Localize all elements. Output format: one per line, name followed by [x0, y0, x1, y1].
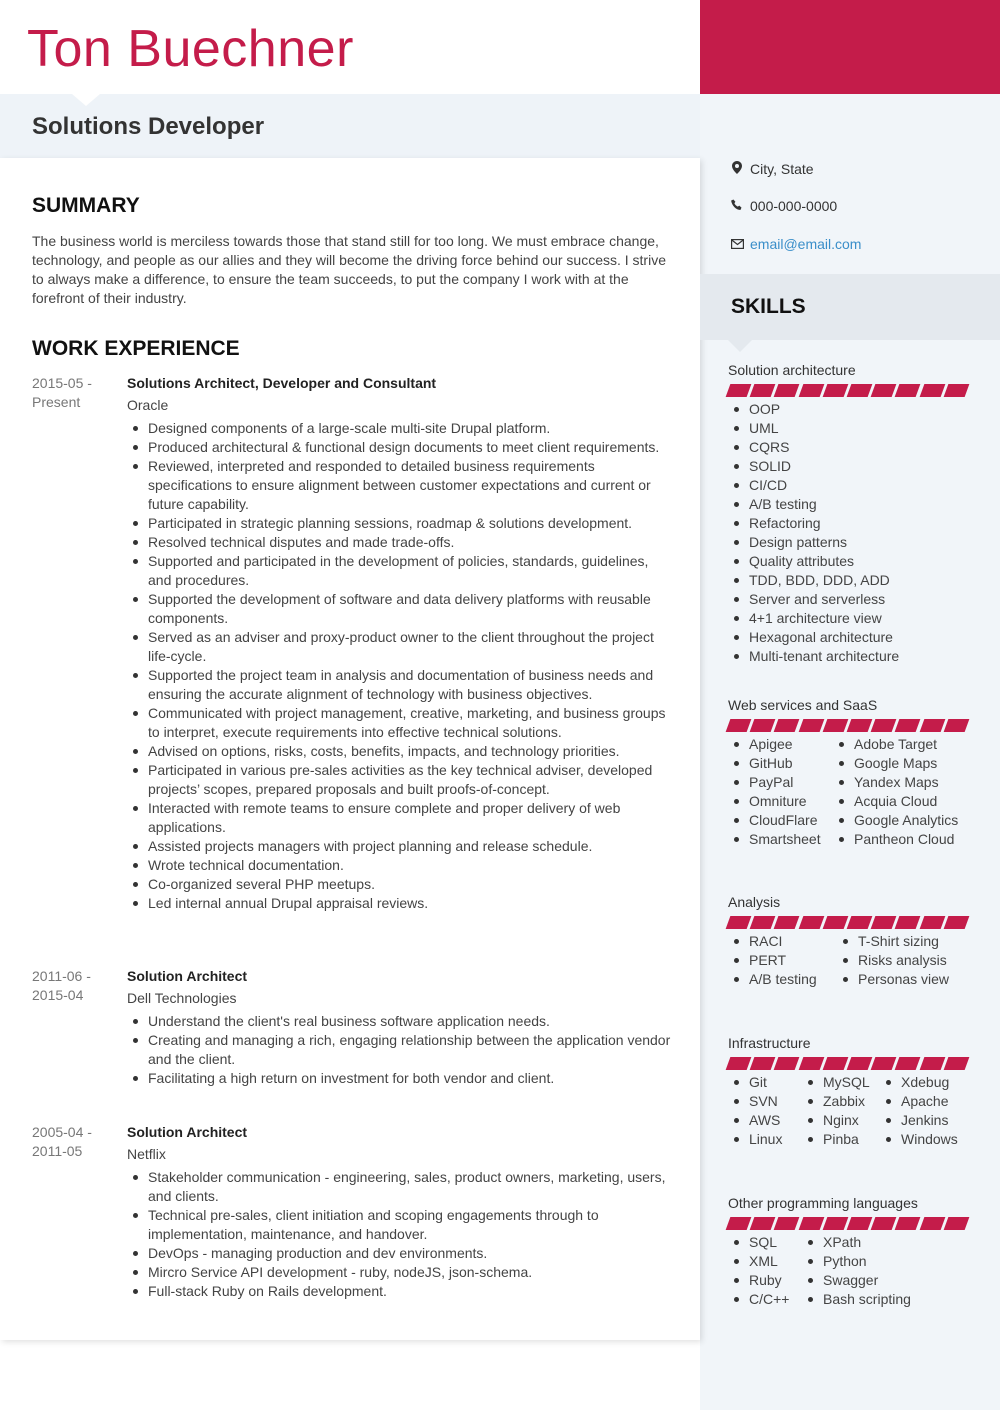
skill-item: Yandex Maps: [833, 773, 958, 792]
job-bullet: Understand the client's real business software application needs.: [127, 1012, 672, 1031]
skill-item: T-Shirt sizing: [837, 932, 949, 951]
skill-level-segment: [750, 1217, 776, 1230]
job-bullet: Co-organized several PHP meetups.: [127, 875, 672, 894]
skill-item: PayPal: [728, 773, 833, 792]
skills-heading: SKILLS: [731, 295, 806, 318]
skill-list: [728, 400, 978, 666]
skill-column: [728, 735, 833, 849]
job-role: Solutions Architect, Developer and Consultant: [127, 375, 437, 391]
phone-text: 000-000-0000: [750, 198, 838, 214]
job-bullet: Served as an adviser and proxy-product owner to the client throughout the project life-cycle.: [127, 628, 672, 666]
skill-item: Python: [802, 1252, 911, 1271]
skill-level-segment: [798, 719, 824, 732]
skill-item: Git: [728, 1073, 802, 1092]
skill-column: [728, 1073, 802, 1149]
job-bullet: Full-stack Ruby on Rails development.: [127, 1282, 672, 1301]
skill-item: Omniture: [728, 792, 833, 811]
skill-level-segment: [798, 916, 824, 929]
contact-location: [730, 160, 814, 179]
job-bullet: Technical pre-sales, client initiation and scoping engagements through to implementation, maintenance, and handover.: [127, 1206, 672, 1244]
skill-column: [728, 932, 837, 989]
job-bullet-list: [127, 1168, 672, 1301]
skill-level-segment: [943, 916, 969, 929]
skill-level-bar: [728, 1057, 970, 1070]
skill-level-segment: [847, 384, 873, 397]
skill-item: XPath: [802, 1233, 911, 1252]
skill-level-segment: [871, 916, 897, 929]
skill-item: Ruby: [728, 1271, 802, 1290]
job-bullet: Reviewed, interpreted and responded to detailed business requirements specifications to ensure alignment between customer expectations and current or future capability.: [127, 457, 672, 514]
skill-group: [728, 893, 978, 989]
skill-level-bar: [728, 384, 970, 397]
skill-level-segment: [726, 916, 752, 929]
job-date-end: 2011-05: [32, 1143, 83, 1159]
candidate-name: Ton Buechner: [27, 20, 354, 78]
skill-item: PERT: [728, 951, 837, 970]
skill-item: RACI: [728, 932, 837, 951]
job-bullet: Interacted with remote teams to ensure complete and proper delivery of web applications.: [127, 799, 672, 837]
job-company: Dell Technologies: [127, 990, 237, 1006]
skill-item: XML: [728, 1252, 802, 1271]
skill-item: MySQL: [802, 1073, 880, 1092]
job-bullet-list: [127, 419, 672, 913]
job-bullet: Led internal annual Drupal appraisal reviews.: [127, 894, 672, 913]
skill-column: [880, 1073, 958, 1149]
skill-group-name: Analysis: [728, 894, 781, 910]
skill-item: 4+1 architecture view: [728, 609, 899, 628]
skill-group: [728, 1034, 978, 1149]
map-pin-icon: [730, 160, 744, 179]
skill-level-segment: [919, 1217, 945, 1230]
skill-item: CI/CD: [728, 476, 899, 495]
skill-item: Smartsheet: [728, 830, 833, 849]
skill-level-bar: [728, 719, 970, 732]
skill-level-segment: [895, 384, 921, 397]
skill-item: GitHub: [728, 754, 833, 773]
skill-column: [802, 1073, 880, 1149]
skill-group: [728, 696, 978, 849]
contact-email[interactable]: [730, 235, 861, 254]
contact-phone: [730, 197, 837, 216]
skill-level-segment: [822, 1217, 848, 1230]
skill-item: Adobe Target: [833, 735, 958, 754]
skill-level-segment: [919, 1057, 945, 1070]
job-bullet: Advised on options, risks, costs, benefits, impacts, and technology priorities.: [127, 742, 672, 761]
skill-group: [728, 361, 978, 666]
skill-level-segment: [847, 1217, 873, 1230]
skill-group-name: Solution architecture: [728, 362, 856, 378]
job-date-start: 2011-06 -: [32, 968, 91, 984]
skill-level-segment: [871, 1217, 897, 1230]
skill-item: A/B testing: [728, 970, 837, 989]
skill-group-name: Other programming languages: [728, 1195, 918, 1211]
skill-item: Acquia Cloud: [833, 792, 958, 811]
skill-level-segment: [895, 1057, 921, 1070]
skill-level-segment: [798, 384, 824, 397]
skill-level-segment: [822, 719, 848, 732]
job-bullet: Stakeholder communication - engineering, sales, product owners, marketing, users, and clients.: [127, 1168, 672, 1206]
skill-item: Pantheon Cloud: [833, 830, 958, 849]
job-company: Netflix: [127, 1146, 166, 1162]
skill-level-segment: [774, 1057, 800, 1070]
job-date-end: Present: [32, 394, 81, 410]
skill-item: Personas view: [837, 970, 949, 989]
job-date-start: 2005-04 -: [32, 1124, 92, 1140]
skill-level-segment: [943, 384, 969, 397]
job-bullet: Participated in various pre-sales activities as the key technical adviser, developed projects’ scopes, prepared proposals and built proofs-of-concept.: [127, 761, 672, 799]
skill-level-segment: [750, 1057, 776, 1070]
skill-level-segment: [847, 916, 873, 929]
skill-item: CQRS: [728, 438, 899, 457]
job-role: Solution Architect: [127, 968, 248, 984]
job-bullet: Supported the development of software and data delivery platforms with reusable components.: [127, 590, 672, 628]
skill-level-segment: [871, 1057, 897, 1070]
skill-list: [728, 1073, 978, 1149]
skill-item: Bash scripting: [802, 1290, 911, 1309]
summary-text: The business world is merciless towards those that stand still for too long. We must embrace change, technology, and people as our allies and they will become the driving force behind our success. I strive to always make a difference, to ensure the team succeeds, to put the company I work with at the forefront of their industry.: [32, 233, 666, 306]
skill-level-segment: [943, 1057, 969, 1070]
skill-item: Windows: [880, 1130, 958, 1149]
skill-group: [728, 1194, 978, 1309]
header-accent-block: [700, 0, 1000, 94]
skill-item: CloudFlare: [728, 811, 833, 830]
skill-level-segment: [798, 1217, 824, 1230]
skill-level-segment: [847, 1057, 873, 1070]
work-experience-heading: WORK EXPERIENCE: [32, 337, 240, 360]
skill-item: Swagger: [802, 1271, 911, 1290]
skill-item: Pinba: [802, 1130, 880, 1149]
skill-item: Google Maps: [833, 754, 958, 773]
job-bullet: Supported the project team in analysis and documentation of business needs and ensuring the accurate alignment of technology with business objectives.: [127, 666, 672, 704]
skill-column: [728, 400, 899, 666]
job-date-end: 2015-04: [32, 987, 84, 1003]
skill-level-segment: [895, 916, 921, 929]
skill-level-segment: [822, 1057, 848, 1070]
skill-item: Server and serverless: [728, 590, 899, 609]
skill-level-segment: [726, 1057, 752, 1070]
skill-level-segment: [798, 1057, 824, 1070]
skill-item: Zabbix: [802, 1092, 880, 1111]
skill-level-segment: [847, 719, 873, 732]
skill-level-bar: [728, 1217, 970, 1230]
skill-list: [728, 932, 978, 989]
skill-level-segment: [774, 719, 800, 732]
skill-item: UML: [728, 419, 899, 438]
job-bullet: DevOps - managing production and dev environments.: [127, 1244, 672, 1263]
skill-level-segment: [726, 384, 752, 397]
skill-column: [837, 932, 949, 989]
skill-item: Quality attributes: [728, 552, 899, 571]
job-bullet-list: [127, 1012, 672, 1088]
job-dates: [32, 1123, 112, 1161]
job-company: Oracle: [127, 397, 169, 413]
skill-item: SVN: [728, 1092, 802, 1111]
skill-group-name: Infrastructure: [728, 1035, 811, 1051]
skill-level-segment: [750, 719, 776, 732]
skill-level-segment: [774, 916, 800, 929]
skill-level-segment: [871, 719, 897, 732]
job-title: Solutions Developer: [32, 113, 265, 140]
skill-column: [728, 1233, 802, 1309]
skill-group-name: Web services and SaaS: [728, 697, 878, 713]
skill-item: Risks analysis: [837, 951, 949, 970]
job-bullet: Participated in strategic planning sessions, roadmap & solutions development.: [127, 514, 672, 533]
skill-level-segment: [822, 916, 848, 929]
job-bullet: Designed components of a large-scale multi-site Drupal platform.: [127, 419, 672, 438]
skill-level-segment: [822, 384, 848, 397]
envelope-icon: [730, 235, 744, 254]
skill-level-segment: [943, 1217, 969, 1230]
job-bullet: Communicated with project management, creative, marketing, and business groups to interpret, execute requirements into effective technical solutions.: [127, 704, 672, 742]
location-text: City, State: [750, 161, 814, 177]
skill-column: [833, 735, 958, 849]
skill-level-segment: [774, 384, 800, 397]
skill-item: Apache: [880, 1092, 958, 1111]
skill-level-bar: [728, 916, 970, 929]
skill-level-segment: [919, 719, 945, 732]
skill-level-segment: [726, 719, 752, 732]
job-date-start: 2015-05 -: [32, 375, 92, 391]
skill-level-segment: [919, 384, 945, 397]
skill-level-segment: [750, 916, 776, 929]
job-dates: [32, 967, 112, 1005]
skill-item: Xdebug: [880, 1073, 958, 1092]
skill-column: [802, 1233, 911, 1309]
skill-list: [728, 1233, 978, 1309]
skill-level-segment: [895, 719, 921, 732]
job-bullet: Wrote technical documentation.: [127, 856, 672, 875]
skill-level-segment: [895, 1217, 921, 1230]
skill-item: Design patterns: [728, 533, 899, 552]
skill-item: C/C++: [728, 1290, 802, 1309]
summary-heading: SUMMARY: [32, 194, 140, 217]
skill-item: Apigee: [728, 735, 833, 754]
skill-item: A/B testing: [728, 495, 899, 514]
job-bullet: Produced architectural & functional design documents to meet client requirements.: [127, 438, 672, 457]
job-bullet: Facilitating a high return on investment for both vendor and client.: [127, 1069, 672, 1088]
job-bullet: Resolved technical disputes and made trade-offs.: [127, 533, 672, 552]
skill-item: SQL: [728, 1233, 802, 1252]
skill-item: Refactoring: [728, 514, 899, 533]
phone-icon: [730, 197, 744, 216]
skill-item: Multi-tenant architecture: [728, 647, 899, 666]
skill-level-segment: [774, 1217, 800, 1230]
skill-level-segment: [919, 916, 945, 929]
skill-item: TDD, BDD, DDD, ADD: [728, 571, 899, 590]
skill-item: OOP: [728, 400, 899, 419]
skill-level-segment: [750, 384, 776, 397]
skill-item: AWS: [728, 1111, 802, 1130]
skill-item: Google Analytics: [833, 811, 958, 830]
email-link[interactable]: email@email.com: [750, 236, 862, 252]
job-dates: [32, 374, 112, 412]
job-role: Solution Architect: [127, 1124, 248, 1140]
job-bullet: Mircro Service API development - ruby, nodeJS, json-schema.: [127, 1263, 672, 1282]
skill-level-segment: [871, 384, 897, 397]
job-bullet: Supported and participated in the development of policies, standards, guidelines, and procedures.: [127, 552, 672, 590]
skill-item: Jenkins: [880, 1111, 958, 1130]
job-bullet: Assisted projects managers with project planning and release schedule.: [127, 837, 672, 856]
skill-item: Nginx: [802, 1111, 880, 1130]
skill-level-segment: [726, 1217, 752, 1230]
skill-item: Linux: [728, 1130, 802, 1149]
skill-item: Hexagonal architecture: [728, 628, 899, 647]
skill-level-segment: [943, 719, 969, 732]
skill-list: [728, 735, 978, 849]
job-bullet: Creating and managing a rich, engaging relationship between the application vendor and the client.: [127, 1031, 672, 1069]
skill-item: SOLID: [728, 457, 899, 476]
